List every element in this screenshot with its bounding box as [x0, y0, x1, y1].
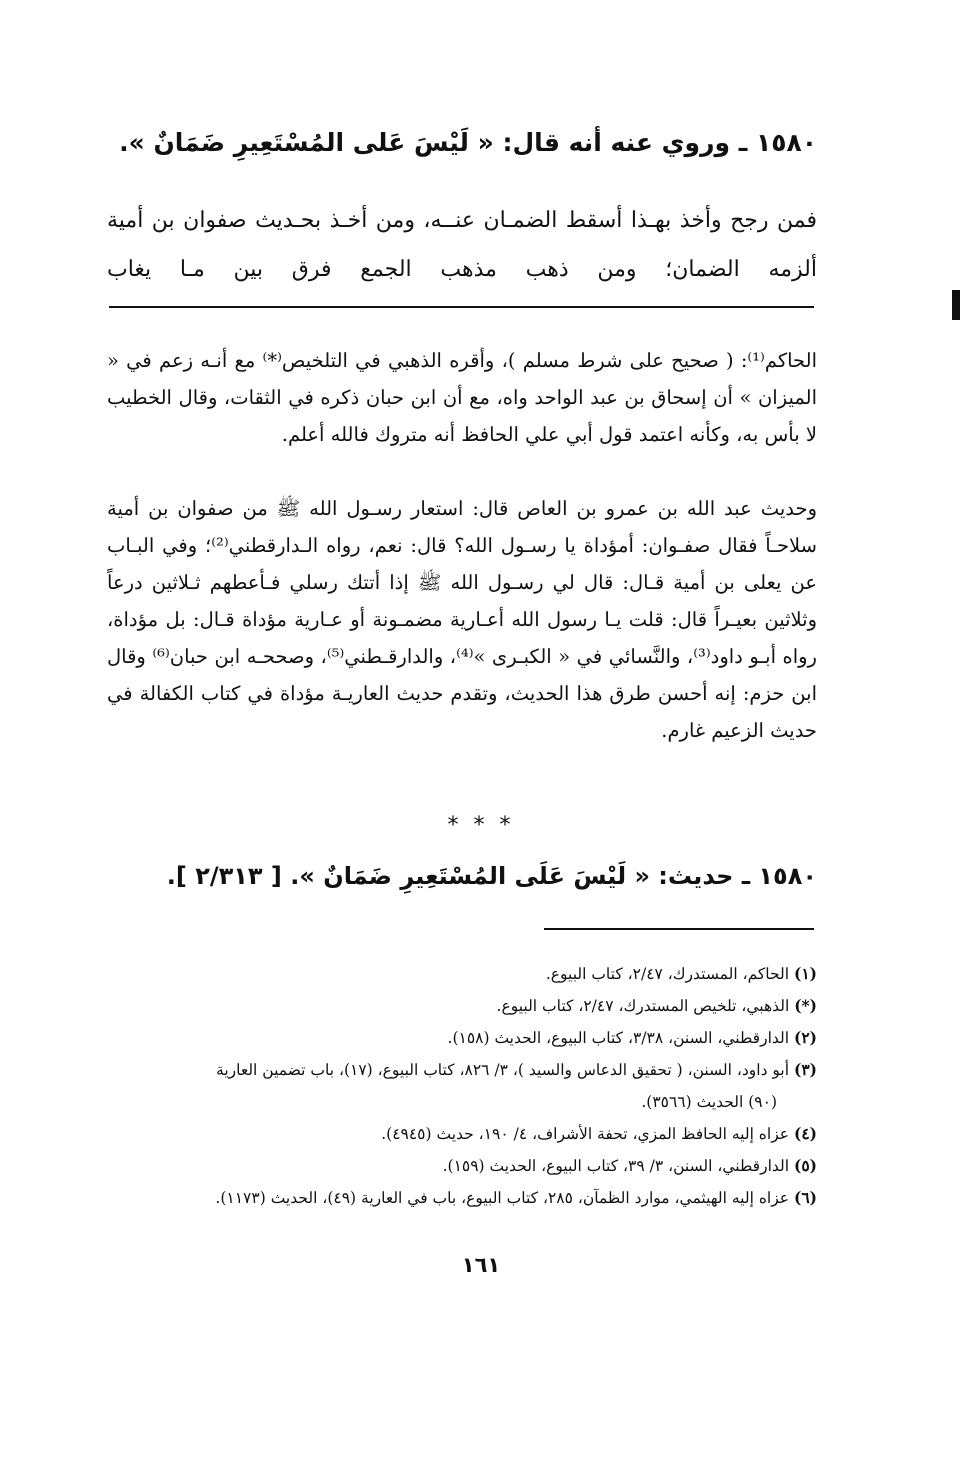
commentary-paragraph-1 — [107, 342, 817, 453]
footnote-number: (٣) — [793, 1060, 817, 1079]
text-divider-rule — [109, 306, 814, 308]
footnote-text: الذهبي، تلخيص المستدرك، ٢/٤٧، كتاب البيوع. — [496, 997, 790, 1015]
footnote-text: عزاه إليه الحافظ المزي، تحفة الأشراف، ٤/ ١٩٠، حديث (٤٩٤٥). — [381, 1125, 790, 1143]
footnote-item — [77, 990, 817, 1022]
page-number: ١٦١ — [461, 1253, 501, 1277]
footnote-text: الدارقطني، السنن، ٣/٣٨، كتاب البيوع، الحديث (١٥٨). — [447, 1029, 790, 1047]
hadith-heading: ١٥٨٠ ـ وروي عنه أنه قال: « لَيْسَ عَلى المُسْتَعِيرِ ضَمَانٌ ». — [119, 128, 817, 157]
footnote-divider-rule — [544, 928, 814, 930]
footnotes — [77, 958, 817, 1214]
footnote-number: (٤) — [793, 1124, 817, 1143]
footnote-item — [77, 1118, 817, 1150]
footnote-item — [77, 1022, 817, 1054]
footnote-item — [77, 1150, 817, 1182]
footnote-item — [77, 1182, 817, 1214]
main-paragraph — [107, 196, 817, 294]
footnote-number: (٦) — [793, 1188, 817, 1207]
footnote-number: (٢) — [793, 1028, 817, 1047]
margin-mark — [952, 290, 960, 320]
footnote-item — [77, 1054, 817, 1086]
footnote-item — [77, 958, 817, 990]
commentary-paragraph-2 — [107, 490, 817, 749]
footnote-text: الدارقطني، السنن، ٣/ ٣٩، كتاب البيوع، الحديث (١٥٩). — [442, 1157, 790, 1175]
commentary-text-1: الحاكم⁽¹⁾: ( صحيح على شرط مسلم )، وأقره الذهبي في التلخيص⁽*⁾ مع أنـه زعم في « الميزان » أن إسحاق بن عبد الواحد واه، مع أن ابن حبان ذكره في الثقات، وقال الخطيب لا بأس به، وكأنه اعتمد قول أبي علي الحافظ أنه متروك فالله أعلم. — [107, 349, 817, 446]
hadith-heading-2: ١٥٨٠ ـ حديث: « لَيْسَ عَلَى المُسْتَعِيرِ ضَمَانٌ ». [ ٢/٣١٣ ]. — [166, 862, 817, 890]
footnote-continuation — [77, 1086, 817, 1118]
footnote-number: (*) — [794, 996, 817, 1015]
footnote-text: عزاه إليه الهيثمي، موارد الظمآن، ٢٨٥، كتاب البيوع، باب في العارية (٤٩)، الحديث (١١٧٣). — [215, 1189, 790, 1207]
footnote-number: (١) — [793, 964, 817, 983]
footnote-number: (٥) — [793, 1156, 817, 1175]
commentary-text-2: وحديث عبد الله بن عمرو بن العاص قال: استعار رسـول الله ﷺ من صفوان بن أمية سلاحـاً فقال صفـوان: أمؤداة يا رسـول الله؟ قال: نعم، رواه الـدارقطني⁽²⁾؛ وفي البـاب عن يعلى بن أمية قـال: قال لي رسـول الله ﷺ إذا أتتك رسلي فـأعطهم ثـلاثين درعاً وثلاثين بعيـراً قال: قلت يـا رسول الله أعـارية مضمـونة أو عـارية مؤداة قـال: بل مؤداة، رواه أبـو داود⁽³⁾، والنَّسائي في « الكبـرى »⁽⁴⁾، والدارقـطني⁽⁵⁾، وصححـه ابن حبان⁽⁶⁾ وقال ابن حزم: إنه أحسن طرق هذا الحديث، وتقدم حديث العاريـة مؤداة في كتاب الكفالة في حديث الزعيم غارم. — [107, 497, 817, 742]
footnote-text: (٩٠) الحديث (٣٥٦٦). — [641, 1093, 777, 1111]
footnote-text: أبو داود، السنن، ( تحقيق الدعاس والسيد )، ٣/ ٨٢٦، كتاب البيوع، (١٧)، باب تضمين العارية — [216, 1061, 790, 1079]
section-separator: * * * — [447, 813, 515, 838]
footnote-text: الحاكم، المستدرك، ٢/٤٧، كتاب البيوع. — [545, 965, 790, 983]
main-paragraph-text: فمن رجح وأخذ بهـذا أسقط الضمـان عنــه، ومن أخـذ بحـديث صفوان بن أمية ألزمه الضمان؛ ومن ذهب مذهب الجمع فرق بين مـا يغاب — [107, 208, 817, 282]
